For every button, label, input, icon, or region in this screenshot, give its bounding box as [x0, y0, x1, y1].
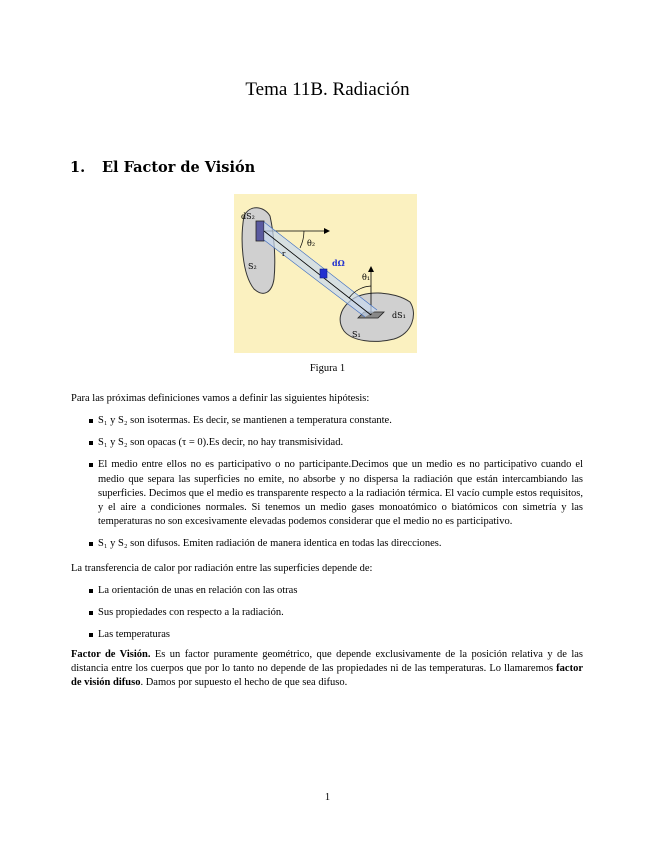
- list-item: [71, 458, 583, 529]
- list-item-text: S₁ y S₂ son difusos. Emiten radiación de manera identica en todas las direcciones.: [98, 538, 442, 550]
- definition-text-2: . Damos por supuesto el hecho de que sea difuso.: [140, 677, 348, 689]
- intro-paragraph: Para las próximas definiciones vamos a definir las siguientes hipótesis:: [71, 393, 370, 404]
- label-ds1: dS₁: [392, 311, 406, 320]
- view-factor-diagram: [234, 194, 417, 353]
- domega-element: [320, 269, 327, 278]
- theta2-arc: [300, 231, 304, 248]
- normal-s1-arrow: [368, 266, 374, 272]
- bullet-icon: [89, 463, 93, 467]
- list-item: [71, 628, 583, 642]
- label-theta1: θ₁: [362, 273, 371, 282]
- section-number: 1.: [70, 159, 86, 176]
- list-item: [71, 436, 583, 450]
- list-item: [71, 606, 583, 620]
- transfer-intro-paragraph: La transferencia de calor por radiación entre las superficies depende de:: [71, 563, 373, 574]
- label-theta2: θ₂: [307, 239, 316, 248]
- line-of-sight: [264, 231, 371, 315]
- document-title: Tema 11B. Radiación: [245, 79, 410, 100]
- list-item: [71, 584, 583, 598]
- list-item: [71, 414, 583, 428]
- section-heading: [70, 159, 255, 176]
- figure-caption: Figura 1: [309, 363, 346, 374]
- label-ds2: dS₂: [241, 212, 255, 221]
- label-s2: S₂: [248, 262, 257, 271]
- page-number: 1: [324, 792, 331, 803]
- label-s1: S₁: [352, 330, 361, 339]
- view-factor-figure: [234, 194, 417, 353]
- list-item-text: Las temperaturas: [98, 629, 171, 641]
- bullet-icon: [89, 419, 93, 423]
- normal-s2-arrow: [324, 228, 330, 234]
- bullet-icon: [89, 441, 93, 445]
- list-item-text: La orientación de unas en relación con las otras: [98, 585, 298, 596]
- definition-bold-term: factor de visión difuso: [71, 663, 583, 689]
- label-r: r: [282, 250, 286, 258]
- definition-text-1: Es un factor puramente geométrico, que depende exclusivamente de la posición relativa y de las distancia entre los cuerpos que por lo tanto no depende de las propiedades ni de las temperaturas. Lo llamaremos: [71, 649, 583, 675]
- definition-paragraph: [71, 648, 583, 691]
- factors-list: [71, 584, 583, 643]
- list-item-text: El medio entre ellos no es participativo o no participante.Decimos que un medio es no participativo cuando el medio que separa las superficies no emite, no absorbe y no dispersa la radiación que están intercambiando las superficies. Decimos que el medio es transparente respecto a la radiación térmica. El vacío cumple estos requisitos, y el aire a condiciones normales. Si tenemos un medio gases monoatómico o biatómicos con simetría y las temperaturas no son excesivamente elevadas podemos considerar que el medio no es participativo.: [98, 459, 583, 528]
- list-item-text: S₁ y S₂ son isotermas. Es decir, se mantienen a temperatura constante.: [98, 415, 392, 426]
- bullet-icon: [89, 633, 93, 637]
- section-title: El Factor de Visión: [102, 159, 256, 176]
- list-item-text: S₁ y S₂ son opacas (τ = 0).Es decir, no hay transmisividad.: [98, 437, 344, 449]
- ds2-patch: [256, 221, 264, 241]
- bullet-icon: [89, 542, 93, 546]
- hypotheses-list: [71, 414, 583, 552]
- bullet-icon: [89, 611, 93, 615]
- label-domega: dΩ: [332, 258, 345, 268]
- bullet-icon: [89, 589, 93, 593]
- list-item-text: Sus propiedades con respecto a la radiación.: [98, 607, 284, 619]
- definition-term: Factor de Visión.: [71, 649, 151, 660]
- list-item: [71, 537, 583, 551]
